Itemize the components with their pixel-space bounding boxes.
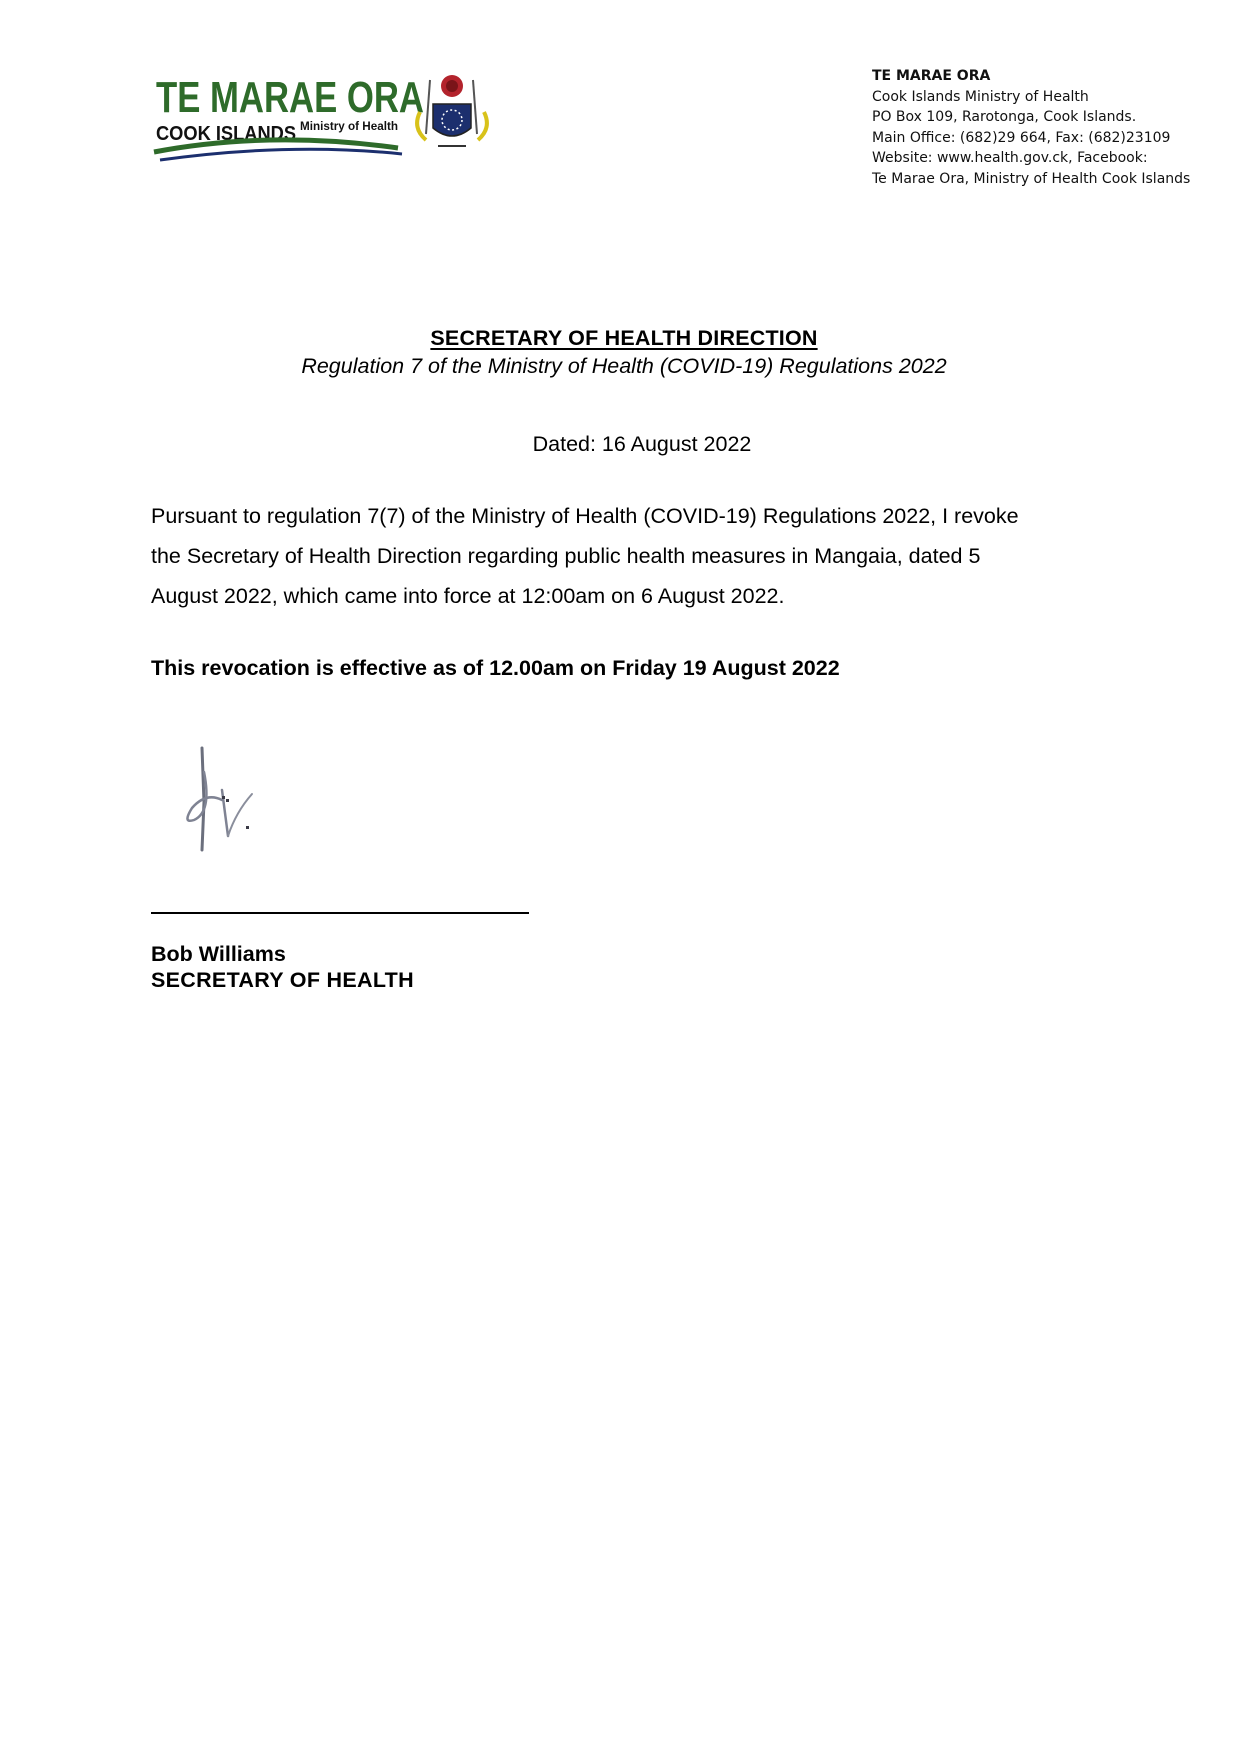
body-line: Pursuant to regulation 7(7) of the Ministry of Health (COVID-19) Regulations 2022, I revoke xyxy=(151,504,1019,528)
contact-line: Main Office: (682)29 664, Fax: (682)23109 xyxy=(872,129,1171,146)
logo-graphic xyxy=(150,68,506,168)
contact-line: Te Marae Ora, Ministry of Health Cook Islands xyxy=(872,170,1191,187)
document-subheading: Regulation 7 of the Ministry of Health (COVID-19) Regulations 2022 xyxy=(301,354,947,378)
effective-statement: This revocation is effective as of 12.00am on Friday 19 August 2022 xyxy=(151,656,840,680)
contact-org: TE MARAE ORA xyxy=(872,68,991,84)
logo-swoosh-blue xyxy=(160,149,402,160)
body-line: the Secretary of Health Direction regarding public health measures in Mangaia, dated 5 xyxy=(151,544,981,568)
logo-subtitle: COOK ISLANDS xyxy=(156,123,296,145)
contact-line: PO Box 109, Rarotonga, Cook Islands. xyxy=(872,109,1137,125)
body-paragraph xyxy=(151,496,1091,616)
logo-tagline: Ministry of Health xyxy=(300,119,398,133)
contact-line: Website: www.health.gov.ck, Facebook: xyxy=(872,150,1148,166)
ministry-logo xyxy=(150,68,506,168)
logo-title: TE MARAE ORA xyxy=(156,73,424,122)
contact-line: Cook Islands Ministry of Health xyxy=(872,88,1089,105)
contact-block xyxy=(872,66,1212,189)
coat-of-arms-icon xyxy=(417,75,487,146)
signer-name: Bob Williams xyxy=(151,942,286,966)
document-date: Dated: 16 August 2022 xyxy=(532,432,752,456)
signature-line xyxy=(151,912,529,914)
signature-image xyxy=(176,742,276,862)
signer-title: SECRETARY OF HEALTH xyxy=(151,968,414,992)
signature-icon xyxy=(176,742,276,862)
document-heading: SECRETARY OF HEALTH DIRECTION xyxy=(430,326,818,350)
body-line: August 2022, which came into force at 12:00am on 6 August 2022. xyxy=(151,584,785,608)
